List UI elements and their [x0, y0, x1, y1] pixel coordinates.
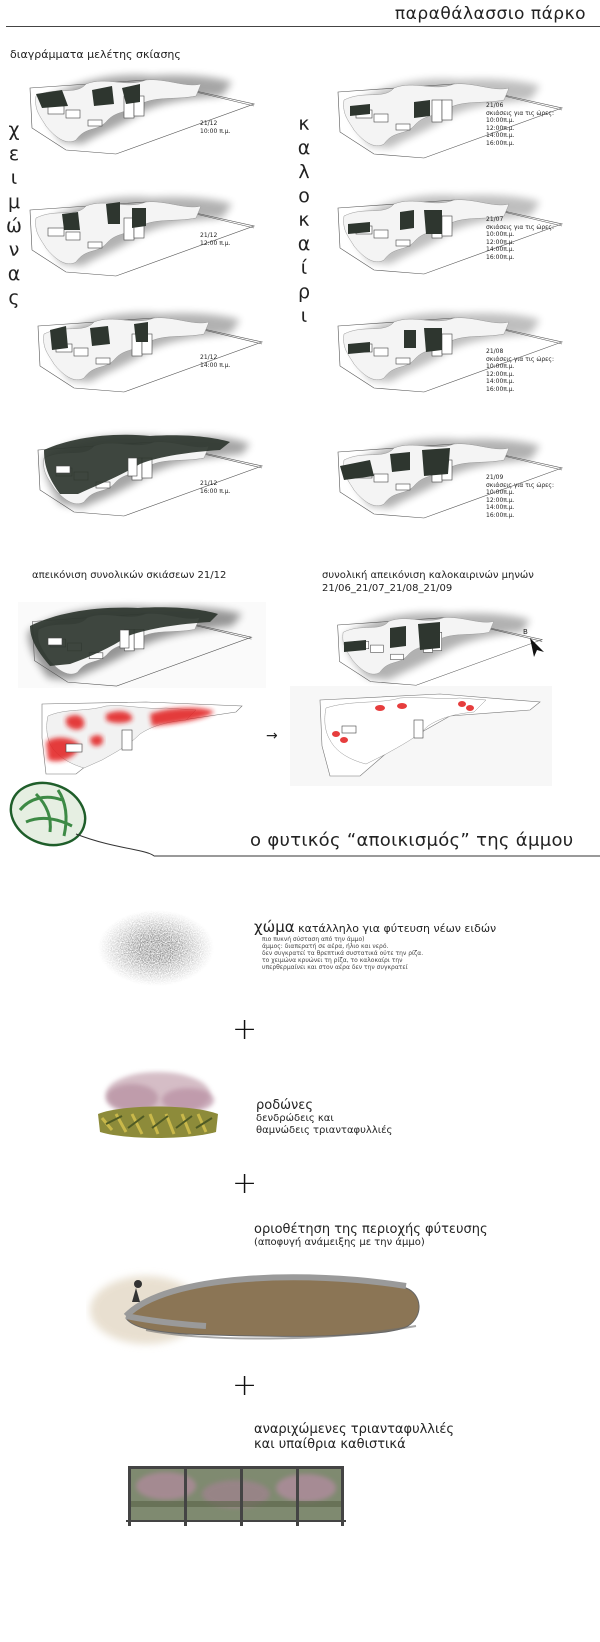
summer-overview-plan	[330, 600, 550, 692]
winter-plan-3	[30, 300, 270, 400]
north-label: B	[523, 628, 528, 636]
title-underline	[6, 26, 600, 27]
climbing-roses-text: αναριχώμενες τριανταφυλλιές και υπαίθρια καθιστικά	[254, 1422, 455, 1452]
winter-vertical-label: χ ε ι μ ώ ν α ς	[6, 119, 22, 309]
winter-overview-plan	[18, 598, 268, 690]
soil-title: χώμα κατάλληλο για φύτευση νέων ειδών	[254, 918, 497, 936]
winter-caption-1: 21/12 10:00 π.μ.	[200, 120, 231, 135]
summer-caption-1: 21/06 σκιάσεις για τις ώρες: 10:00π.μ. 12:00π.μ. 14:00π.μ. 16:00π.μ.	[486, 102, 554, 147]
planting-border-image	[86, 1258, 426, 1358]
summer-overview-caption-1: συνολική απεικόνιση καλοκαιρινών μηνών	[322, 570, 534, 581]
plus-icon-3: +	[232, 1368, 258, 1403]
red-planting-plan-left	[36, 698, 246, 778]
plus-icon-2: +	[232, 1166, 258, 1201]
roses-text: ροδώνες δενδρώδεις και θαμνώδεις τριανταφυλλιές	[256, 1098, 393, 1136]
rose-shrubs-image	[92, 1068, 224, 1148]
transition-arrow-icon: →	[266, 728, 278, 744]
winter-plan-1	[22, 62, 262, 162]
winter-caption-4: 21/12 16:00 π.μ.	[200, 480, 231, 495]
border-text: οριοθέτηση της περιοχής φύτευσης (αποφυγή ανάμειξης με την άμμο)	[254, 1222, 488, 1248]
page-title: παραθάλασσιο πάρκο	[394, 4, 586, 24]
magnifier-lens-icon	[6, 780, 600, 864]
winter-overview-caption: απεικόνιση συνολικών σκιάσεων 21/12	[32, 570, 227, 581]
winter-plan-4	[30, 424, 270, 524]
summer-caption-2: 21/07 σκιάσεις για τις ώρες: 10:00π.μ. 12:00π.μ. 14:00π.μ. 16:00π.μ.	[486, 216, 554, 261]
summer-caption-3: 21/08 σκιάσεις για τις ώρες: 10:00π.μ. 12:00π.μ. 14:00π.μ. 16:00π.μ.	[486, 348, 554, 393]
shading-subtitle: διαγράμματα μελέτης σκίασης	[10, 48, 181, 61]
soil-notes: πιο πυκνή σύσταση από την άμμο) άμμος: διαπερατή σε αέρα, ήλιο και νερό. δεν συγκρατεί τα θρεπτικά συστατικά ούτε την ρίζα. το χειμώνα κρυώνει τη ρίζα, το καλοκαίρι την υπερθερμαίνει και στον αέρα δεν την συγκρατεί	[262, 936, 424, 971]
winter-caption-2: 21/12 12:00 π.μ.	[200, 232, 231, 247]
summer-overview-caption-2: 21/06_21/07_21/08_21/09	[322, 583, 453, 594]
soil-texture-image	[96, 908, 216, 992]
summer-caption-4: 21/09 σκιάσεις για τις ώρες: 10:00π.μ. 12:00π.μ. 14:00π.μ. 16:00π.μ.	[486, 474, 554, 519]
planting-heading: ο φυτικός “αποικισμός” της άμμου	[250, 830, 574, 851]
summer-vertical-label: κ α λ ο κ α ί ρ ι	[297, 113, 311, 327]
plus-icon-1: +	[232, 1012, 258, 1047]
north-arrow-icon	[528, 636, 546, 662]
winter-caption-3: 21/12 14:00 π.μ.	[200, 354, 231, 369]
pergola-seating-image	[126, 1464, 346, 1534]
red-planting-plan-right	[290, 686, 552, 786]
